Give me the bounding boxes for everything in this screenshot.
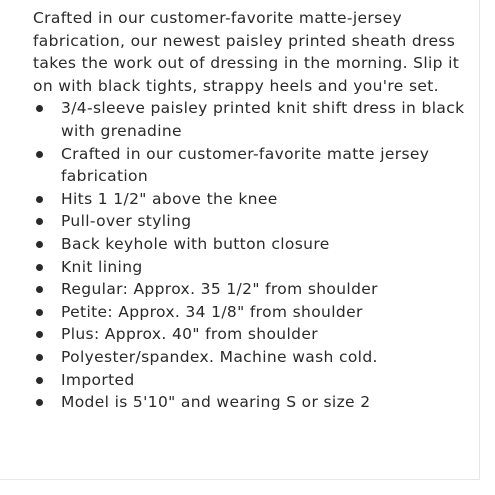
feature-item (33, 256, 473, 279)
feature-item (33, 188, 473, 211)
feature-item (33, 369, 473, 392)
bullet-icon (36, 151, 43, 158)
feature-item (33, 391, 473, 414)
feature-text: Knit lining (61, 257, 143, 276)
feature-item (33, 210, 473, 233)
bullet-icon (36, 105, 43, 112)
bullet-icon (36, 286, 43, 293)
description-intro: Crafted in our customer-favorite matte-jersey fabrication, our newest paisley printed sheath dress takes the work out of dressing in the morning. Slip it on with black tights, strappy heels and you're set. (33, 9, 460, 95)
feature-text: Back keyhole with button closure (61, 234, 330, 253)
feature-text: Petite: Approx. 34 1/8" from shoulder (61, 302, 363, 321)
bullet-icon (36, 377, 43, 384)
feature-item (33, 346, 473, 369)
feature-text: Imported (61, 370, 135, 389)
feature-text: Hits 1 1/2" above the knee (61, 189, 278, 208)
feature-text: Regular: Approx. 35 1/2" from shoulder (61, 280, 378, 299)
feature-text: Polyester/spandex. Machine wash cold. (61, 347, 378, 366)
bullet-icon (36, 309, 43, 316)
product-description (33, 7, 473, 414)
feature-item (33, 278, 473, 301)
feature-text: Plus: Approx. 40" from shoulder (61, 325, 318, 344)
feature-item (33, 323, 473, 346)
feature-item (33, 97, 473, 142)
bullet-icon (36, 264, 43, 271)
bullet-icon (36, 218, 43, 225)
feature-text: Crafted in our customer-favorite matte jersey fabrication (61, 144, 430, 186)
bullet-icon (36, 399, 43, 406)
feature-text: Pull-over styling (61, 212, 192, 231)
feature-item (33, 143, 473, 188)
bullet-icon (36, 241, 43, 248)
bullet-icon (36, 196, 43, 203)
feature-text: 3/4-sleeve paisley printed knit shift dress in black with grenadine (61, 99, 465, 140)
feature-text: Model is 5'10" and wearing S or size 2 (61, 393, 371, 412)
feature-list (33, 97, 473, 413)
bullet-icon (36, 331, 43, 338)
bullet-icon (36, 354, 43, 361)
feature-item (33, 301, 473, 324)
feature-item (33, 233, 473, 256)
